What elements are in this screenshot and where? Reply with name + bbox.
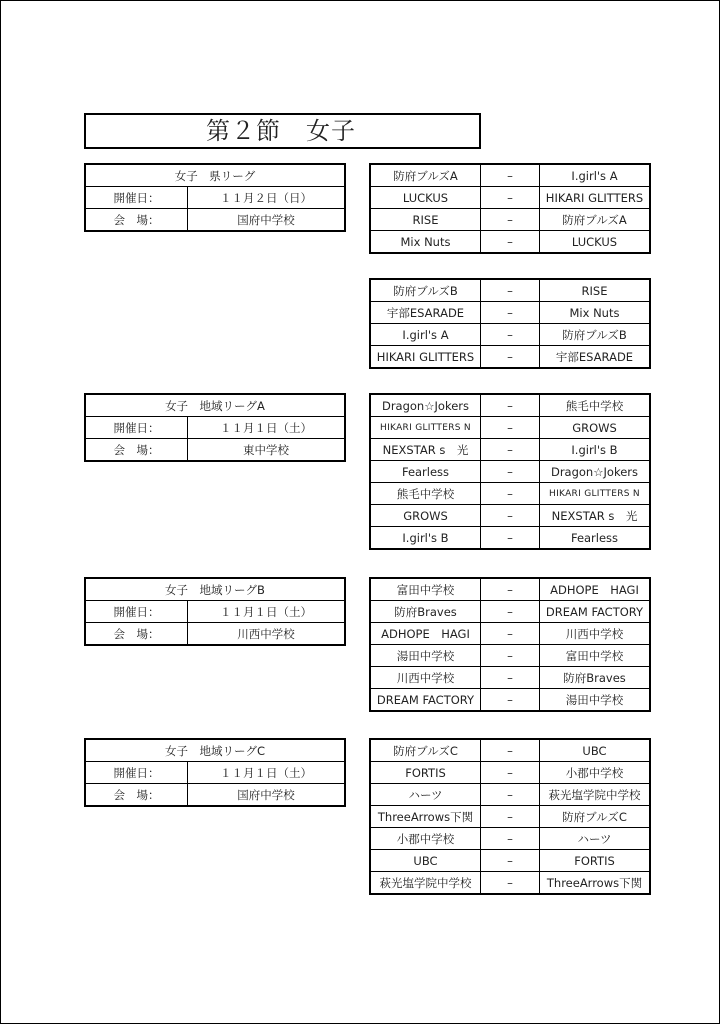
match-separator: – (481, 439, 540, 461)
home-team: 湯田中学校 (370, 645, 481, 667)
home-team: RISE (370, 209, 481, 231)
home-team: 防府ブルズC (370, 739, 481, 762)
match-row (370, 439, 650, 461)
match-row (370, 739, 650, 762)
home-team: ThreeArrows下関 (370, 806, 481, 828)
match-separator: – (481, 784, 540, 806)
match-row (370, 784, 650, 806)
match-row (370, 483, 650, 505)
venue-value: 国府中学校 (188, 209, 346, 232)
league-name: 女子 地域リーグB (85, 578, 345, 601)
match-separator: – (481, 302, 540, 324)
match-separator: – (481, 187, 540, 209)
away-team: NEXSTAR s 光 (540, 505, 651, 527)
match-table (369, 163, 651, 254)
away-team: 熊毛中学校 (540, 394, 651, 417)
match-row (370, 279, 650, 302)
match-row (370, 601, 650, 623)
away-team: RISE (540, 279, 651, 302)
match-separator: – (481, 762, 540, 784)
page-title-box (84, 113, 481, 149)
home-team: NEXSTAR s 光 (370, 439, 481, 461)
match-row (370, 417, 650, 439)
match-separator: – (481, 346, 540, 369)
match-row (370, 623, 650, 645)
match-separator: – (481, 483, 540, 505)
match-separator: – (481, 394, 540, 417)
match-row (370, 850, 650, 872)
away-team: I.girl's B (540, 439, 651, 461)
home-team: Dragon☆Jokers (370, 394, 481, 417)
away-team: 湯田中学校 (540, 689, 651, 712)
venue-value: 東中学校 (188, 439, 346, 462)
match-row (370, 164, 650, 187)
date-value: １１月１日（土） (188, 601, 346, 623)
home-team: UBC (370, 850, 481, 872)
page-title: 第２節 女子 (206, 117, 356, 145)
away-team: Fearless (540, 527, 651, 550)
home-team: 防府ブルズA (370, 164, 481, 187)
away-team: HIKARI GLITTERS (540, 187, 651, 209)
match-row (370, 828, 650, 850)
away-team: HIKARI GLITTERS N (540, 483, 651, 505)
home-team: I.girl's A (370, 324, 481, 346)
away-team: GROWS (540, 417, 651, 439)
match-separator: – (481, 872, 540, 895)
match-table (369, 393, 651, 550)
match-row (370, 324, 650, 346)
match-separator: – (481, 828, 540, 850)
home-team: 防府Braves (370, 601, 481, 623)
match-row (370, 394, 650, 417)
away-team: 防府ブルズC (540, 806, 651, 828)
match-separator: – (481, 850, 540, 872)
date-value: １１月１日（土） (188, 762, 346, 784)
home-team: ADHOPE HAGI (370, 623, 481, 645)
match-table (369, 577, 651, 712)
home-team: 小郡中学校 (370, 828, 481, 850)
away-team: Dragon☆Jokers (540, 461, 651, 483)
match-row (370, 505, 650, 527)
date-label: 開催日： (85, 601, 188, 623)
match-table (369, 278, 651, 369)
match-row (370, 762, 650, 784)
away-team: Mix Nuts (540, 302, 651, 324)
away-team: 防府Braves (540, 667, 651, 689)
match-row (370, 209, 650, 231)
home-team: Fearless (370, 461, 481, 483)
away-team: 川西中学校 (540, 623, 651, 645)
match-row (370, 645, 650, 667)
venue-label: 会 場： (85, 439, 188, 462)
home-team: ハーツ (370, 784, 481, 806)
away-team: 宇部ESARADE (540, 346, 651, 369)
away-team: 富田中学校 (540, 645, 651, 667)
match-separator: – (481, 417, 540, 439)
away-team: 防府ブルズB (540, 324, 651, 346)
home-team: 防府ブルズB (370, 279, 481, 302)
match-row (370, 689, 650, 712)
home-team: FORTIS (370, 762, 481, 784)
away-team: LUCKUS (540, 231, 651, 254)
match-separator: – (481, 806, 540, 828)
date-value: １１月１日（土） (188, 417, 346, 439)
match-separator: – (481, 505, 540, 527)
venue-label: 会 場： (85, 623, 188, 646)
league-name: 女子 地域リーグA (85, 394, 345, 417)
home-team: 富田中学校 (370, 578, 481, 601)
match-separator: – (481, 667, 540, 689)
match-separator: – (481, 231, 540, 254)
home-team: DREAM FACTORY (370, 689, 481, 712)
league-info-table (84, 738, 346, 807)
match-row (370, 527, 650, 550)
home-team: HIKARI GLITTERS (370, 346, 481, 369)
home-team: LUCKUS (370, 187, 481, 209)
league-name: 女子 県リーグ (85, 164, 345, 187)
home-team: GROWS (370, 505, 481, 527)
home-team: 萩光塩学院中学校 (370, 872, 481, 895)
match-separator: – (481, 461, 540, 483)
match-separator: – (481, 623, 540, 645)
match-separator: – (481, 279, 540, 302)
away-team: UBC (540, 739, 651, 762)
home-team: 熊毛中学校 (370, 483, 481, 505)
match-row (370, 346, 650, 369)
match-table (369, 738, 651, 895)
match-separator: – (481, 645, 540, 667)
match-separator: – (481, 527, 540, 550)
venue-value: 国府中学校 (188, 784, 346, 807)
home-team: 宇部ESARADE (370, 302, 481, 324)
away-team: DREAM FACTORY (540, 601, 651, 623)
venue-value: 川西中学校 (188, 623, 346, 646)
match-row (370, 461, 650, 483)
venue-label: 会 場： (85, 209, 188, 232)
away-team: I.girl's A (540, 164, 651, 187)
league-info-table (84, 163, 346, 232)
match-separator: – (481, 324, 540, 346)
league-info-table (84, 577, 346, 646)
match-separator: – (481, 689, 540, 712)
match-row (370, 806, 650, 828)
away-team: FORTIS (540, 850, 651, 872)
home-team: Mix Nuts (370, 231, 481, 254)
date-label: 開催日： (85, 417, 188, 439)
date-label: 開催日： (85, 762, 188, 784)
away-team: ハーツ (540, 828, 651, 850)
date-label: 開催日： (85, 187, 188, 209)
date-value: １１月２日（日） (188, 187, 346, 209)
away-team: ThreeArrows下関 (540, 872, 651, 895)
match-separator: – (481, 601, 540, 623)
match-separator: – (481, 739, 540, 762)
match-row (370, 578, 650, 601)
venue-label: 会 場： (85, 784, 188, 807)
match-row (370, 187, 650, 209)
away-team: 防府ブルズA (540, 209, 651, 231)
league-info-table (84, 393, 346, 462)
match-separator: – (481, 209, 540, 231)
match-row (370, 872, 650, 895)
away-team: ADHOPE HAGI (540, 578, 651, 601)
league-name: 女子 地域リーグC (85, 739, 345, 762)
match-row (370, 231, 650, 254)
home-team: HIKARI GLITTERS N (370, 417, 481, 439)
home-team: 川西中学校 (370, 667, 481, 689)
match-row (370, 302, 650, 324)
match-row (370, 667, 650, 689)
match-separator: – (481, 164, 540, 187)
match-separator: – (481, 578, 540, 601)
home-team: I.girl's B (370, 527, 481, 550)
away-team: 萩光塩学院中学校 (540, 784, 651, 806)
away-team: 小郡中学校 (540, 762, 651, 784)
